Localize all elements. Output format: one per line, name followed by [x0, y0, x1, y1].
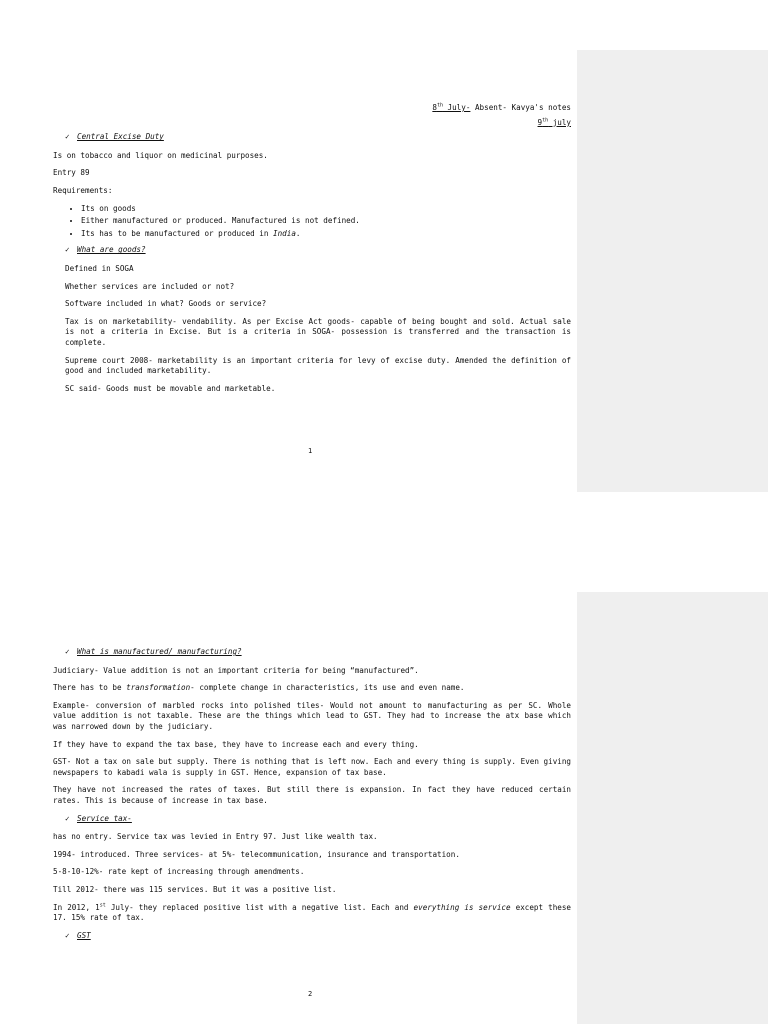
document-page-2 — [0, 592, 768, 1024]
page-1-content — [53, 103, 571, 401]
paragraph: If they have to expand the tax base, they have to increase each and every thing. — [53, 739, 419, 749]
paragraph: There has to be transformation- complete change in characteristics, its use and even name. — [53, 683, 465, 693]
list-item: • Its has to be manufactured or produced in India. — [81, 229, 571, 240]
paragraph: Judiciary- Value addition is not an important criteria for being “manufactured”. — [53, 665, 419, 675]
document-page-1 — [0, 50, 768, 492]
paragraph: They have not increased the rates of taxes. But still there is expansion. In fact they have reduced certain rates. This is because of increase in tax base. — [53, 785, 571, 805]
heading-service-tax: ✓ Service tax- — [65, 813, 132, 823]
heading-what-are-goods: ✓ What are goods? — [65, 245, 146, 255]
requirements-list — [53, 204, 571, 240]
page-2-content — [53, 647, 571, 949]
date-1: 8th July- — [432, 102, 471, 112]
paragraph: Till 2012- there was 115 services. But it was a positive list. — [53, 884, 337, 894]
paragraph: 1994- introduced. Three services- at 5%- telecommunication, insurance and transportation. — [53, 849, 460, 859]
paragraph: has no entry. Service tax was levied in Entry 97. Just like wealth tax. — [53, 832, 378, 842]
comment-margin — [577, 592, 768, 1024]
checkmark-icon: ✓ — [65, 132, 70, 142]
checkmark-icon: ✓ — [65, 813, 70, 823]
heading-central-excise: ✓ Central Excise Duty — [65, 132, 164, 142]
paragraph: Defined in SOGA — [65, 263, 134, 273]
paragraph: In 2012, 1st July- they replaced positive list with a negative list. Each and everything is service except these 17. 15% rate of tax. — [53, 901, 572, 923]
list-item: • Either manufactured or produced. Manufactured is not defined. — [81, 216, 571, 227]
heading-gst: ✓ GST — [65, 930, 91, 940]
comment-margin — [577, 50, 768, 492]
checkmark-icon: ✓ — [65, 930, 70, 940]
list-item: • Its on goods — [81, 204, 571, 215]
checkmark-icon: ✓ — [65, 647, 70, 656]
paragraph: Example- conversion of marbled rocks into polished tiles- Would not amount to manufacturing as per SC. Whole value addition is not taxable. These are the things which lead to GST. They had to increase the atx base which was narrowed down by the judiciary. — [53, 700, 571, 731]
checkmark-icon: ✓ — [65, 245, 70, 255]
page-number: 1 — [308, 447, 313, 455]
heading-manufactured: ✓ What is manufactured/ manufacturing? — [65, 647, 242, 656]
paragraph: GST- Not a tax on sale but supply. There is nothing that is left now. Each and every thing is supply. Even giving newspapers to kabadi wala is supply in GST. Hence, expansion of tax base. — [53, 757, 571, 777]
page-number: 2 — [308, 990, 313, 998]
paragraph: Supreme court 2008- marketability is an important criteria for levy of excise duty. Amended the definition of good and included marketability. — [65, 355, 571, 376]
paragraph: 5-8-10-12%- rate kept of increasing through amendments. — [53, 867, 305, 877]
paragraph: SC said- Goods must be movable and marketable. — [65, 383, 276, 393]
date-line-2: 9th july — [537, 117, 571, 127]
paragraph: Tax is on marketability- vendability. As per Excise Act goods- capable of being bought and sold. Actual sale is not a criteria in Excise. But is a criteria in SOGA- possession is transferred and the transaction is complete. — [65, 316, 571, 347]
paragraph: Is on tobacco and liquor on medicinal purposes. — [53, 150, 268, 160]
paragraph: Entry 89 — [53, 168, 90, 178]
date-line-1: 8th July- Absent- Kavya's notes — [432, 102, 571, 112]
paragraph: Whether services are included or not? — [65, 281, 235, 291]
paragraph: Requirements: — [53, 185, 113, 195]
paragraph: Software included in what? Goods or service? — [65, 299, 267, 309]
